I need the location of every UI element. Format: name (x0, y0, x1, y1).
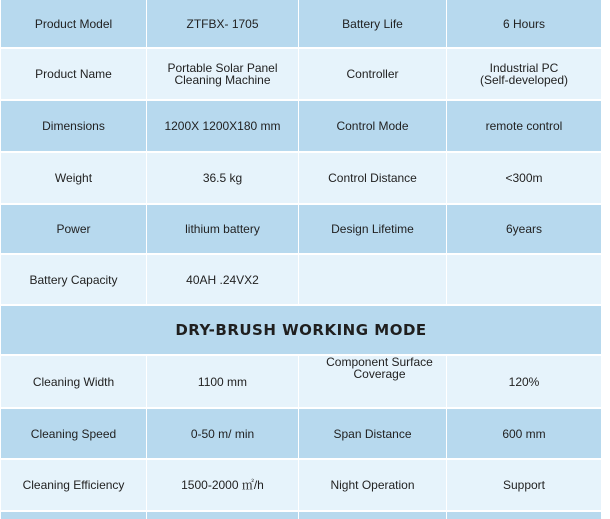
value-line: Cleaning Machine (174, 73, 271, 87)
label-control-mode: Control Mode (299, 101, 447, 151)
section-title: DRY-BRUSH WORKING MODE (1, 306, 601, 354)
value-line: Industrial PC (489, 61, 559, 75)
cut-off-cell (1, 512, 147, 519)
label-design-lifetime: Design Lifetime (299, 205, 447, 253)
label-span-distance: Span Distance (299, 409, 447, 458)
value-cleaning-width: 1100 mm (147, 356, 299, 407)
value-battery-capacity: 40AH .24VX2 (147, 255, 299, 304)
label-product-model: Product Model (1, 0, 147, 47)
value-design-lifetime: 6years (505, 222, 543, 236)
value-product-model: ZTFBX- 1705 (147, 0, 299, 47)
table-row (1, 49, 601, 99)
label-control-distance: Control Distance (299, 153, 447, 203)
table-row (1, 153, 601, 203)
label-dimensions: Dimensions (1, 101, 147, 151)
value-control-mode: remote control (485, 119, 563, 133)
label-line: Coverage (353, 367, 406, 381)
table-row (1, 460, 601, 510)
table-row (1, 512, 601, 519)
table-row (1, 205, 601, 253)
label-cleaning-efficiency: Cleaning Efficiency (1, 460, 147, 510)
label-night-operation: Night Operation (299, 460, 447, 510)
value-cleaning-efficiency: 1500-2000 ㎡/h (147, 460, 299, 510)
table-row (1, 101, 601, 151)
cut-off-cell (447, 512, 601, 519)
label-controller: Controller (299, 49, 447, 99)
label-weight: Weight (1, 153, 147, 203)
label-line: Component Surface (326, 355, 433, 369)
value-power: lithium battery (147, 205, 299, 253)
value-control-distance: <300m (505, 171, 543, 185)
empty-cell (299, 255, 447, 304)
label-cleaning-width: Cleaning Width (1, 356, 147, 407)
label-component-surface-coverage (299, 356, 447, 407)
label-battery-capacity: Battery Capacity (1, 255, 147, 304)
table-row (1, 356, 601, 407)
cut-off-cell (147, 512, 299, 519)
table-row (1, 0, 601, 47)
table-row (1, 409, 601, 458)
empty-cell (447, 255, 601, 304)
value-controller (447, 49, 601, 99)
table-row (1, 255, 601, 304)
label-power: Power (1, 205, 147, 253)
value-cleaning-speed: 0-50 m/ min (147, 409, 299, 458)
value-battery-life: 6 Hours (502, 16, 546, 31)
label-battery-life: Battery Life (299, 0, 447, 47)
label-cleaning-speed: Cleaning Speed (1, 409, 147, 458)
value-dimensions: 1200X 1200X180 mm (147, 101, 299, 151)
cut-off-cell (299, 512, 447, 519)
value-night-operation: Support (502, 478, 546, 492)
value-line: Portable Solar Panel (167, 61, 278, 75)
value-component-surface-coverage: 120% (508, 374, 540, 389)
value-product-name (147, 49, 299, 99)
label-product-name: Product Name (1, 49, 147, 99)
value-weight: 36.5 kg (147, 153, 299, 203)
value-line: (Self-developed) (479, 73, 569, 87)
value-span-distance: 600 mm (502, 426, 546, 441)
